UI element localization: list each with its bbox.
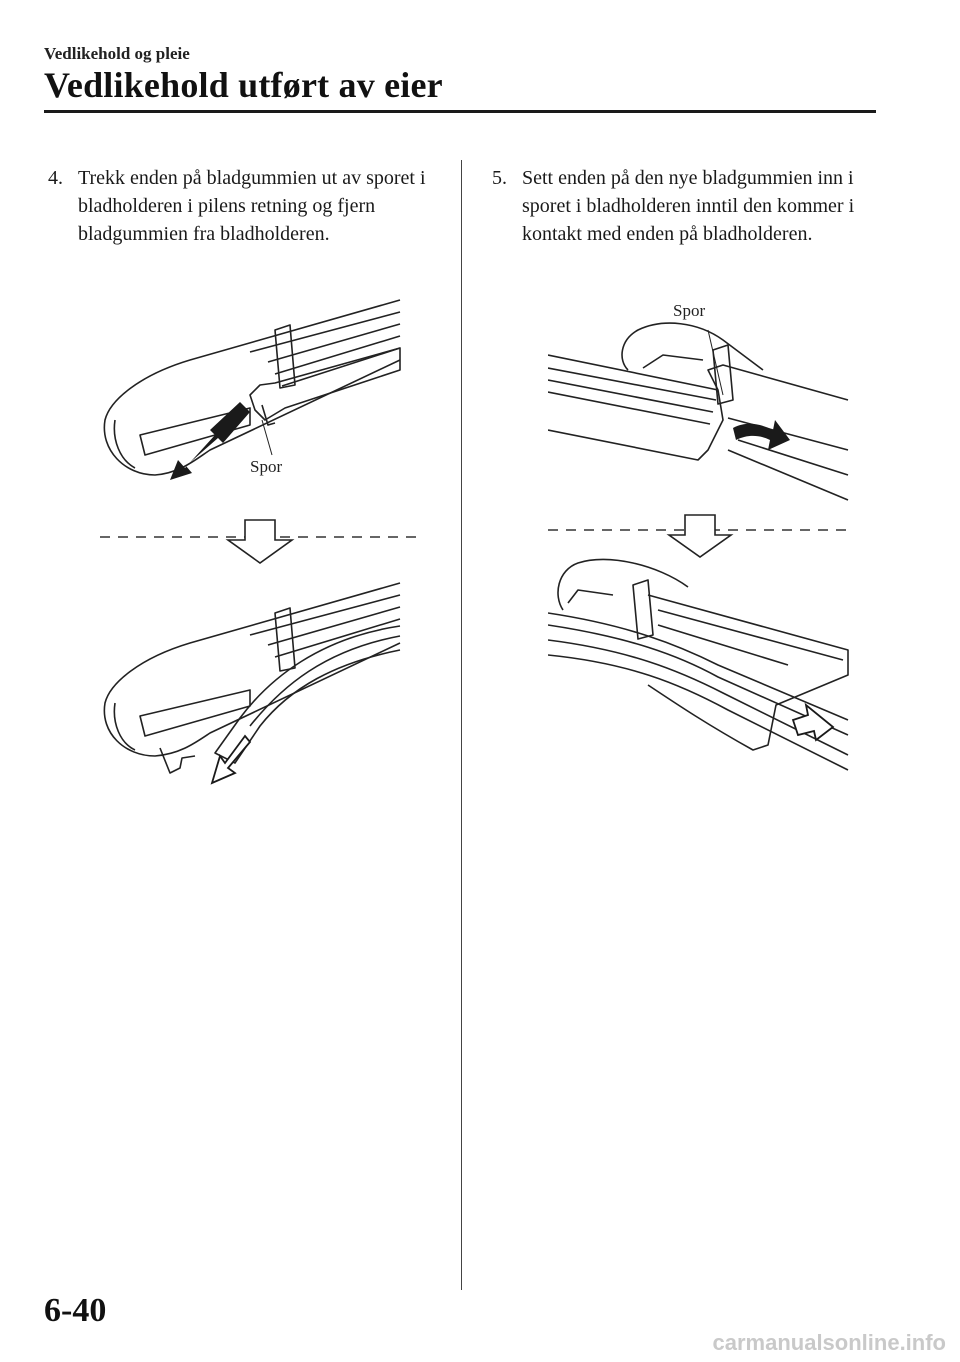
insert-arrow-top xyxy=(733,420,790,450)
page-title: Vedlikehold utført av eier xyxy=(44,65,443,105)
down-arrow-icon xyxy=(669,515,731,557)
page-number: 6-40 xyxy=(44,1292,107,1329)
figure-remove-rubber-top xyxy=(100,290,420,490)
figure-insert-rubber-top xyxy=(548,300,853,510)
section-label: Vedlikehold og pleie xyxy=(44,44,190,63)
left-step-separator xyxy=(100,515,420,570)
watermark: carmanualsonline.info xyxy=(712,1330,946,1355)
step-5-number: 5. xyxy=(492,167,507,189)
curve-arrow xyxy=(212,736,250,783)
spor-label-left: Spor xyxy=(250,457,283,476)
column-divider xyxy=(461,160,462,1290)
figure-remove-rubber-bottom xyxy=(100,578,420,788)
down-arrow-icon xyxy=(228,520,292,563)
spor-label-right: Spor xyxy=(673,301,706,320)
blade-holder-cap xyxy=(104,300,400,475)
figure-insert-rubber-bottom xyxy=(548,555,853,775)
step-5-text: Sett enden på den nye bladgummien inn i sporet i bladholderen inntil den kommer i kontakt med enden på bladholderen. xyxy=(522,167,855,245)
pull-arrow xyxy=(170,402,250,480)
title-rule xyxy=(44,110,876,113)
holder-cap-right xyxy=(622,323,763,370)
step-4-number: 4. xyxy=(48,167,63,189)
step-4-text: Trekk enden på bladgummien ut av sporet i bladholderen i pilens retning og fjern bladgummien fra bladholderen. xyxy=(78,167,426,245)
